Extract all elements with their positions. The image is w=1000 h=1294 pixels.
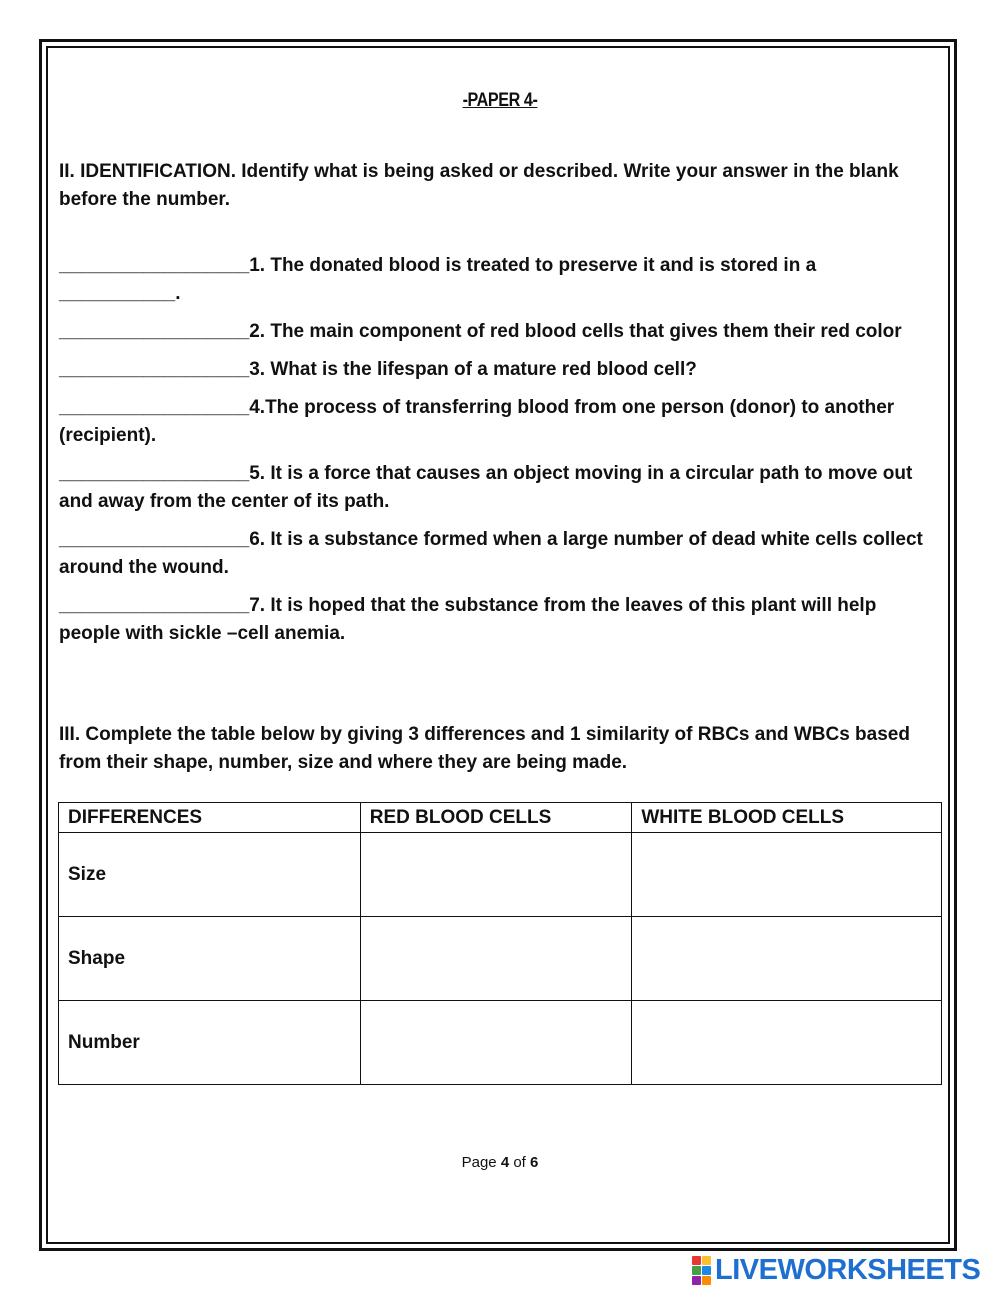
answer-cell-wbc-size[interactable]: [632, 833, 942, 917]
answer-cell-rbc-size[interactable]: [360, 833, 632, 917]
logo-square: [692, 1276, 701, 1285]
row-label-shape: Shape: [59, 917, 361, 1001]
logo-square: [702, 1266, 711, 1275]
question-text: 6. It is a substance formed when a large number of dead white cells collect around the wound.: [59, 529, 923, 578]
question-item-4: [59, 394, 939, 450]
question-text: 2. The main component of red blood cells that gives them their red color: [249, 321, 902, 342]
question-item-6: [59, 526, 939, 582]
question-item-7: [59, 592, 939, 648]
table-row: [59, 1001, 942, 1085]
question-item-3: [59, 356, 939, 384]
question-text: 5. It is a force that causes an object moving in a circular path to move out and away from the center of its path.: [59, 463, 913, 512]
liveworksheets-logo[interactable]: [692, 1254, 980, 1286]
rbc-wbc-comparison-table: [58, 802, 942, 1085]
header-differences: DIFFERENCES: [59, 803, 361, 833]
question-text: 1. The donated blood is treated to preserve it and is stored in a ___________.: [59, 255, 817, 304]
logo-square: [692, 1266, 701, 1275]
question-text: 3. What is the lifespan of a mature red blood cell?: [249, 359, 697, 380]
answer-blank[interactable]: __________________: [59, 595, 250, 616]
answer-blank[interactable]: __________________: [59, 397, 250, 418]
question-text: 4.The process of transferring blood from one person (donor) to another (recipient).: [59, 397, 895, 446]
logo-square: [702, 1256, 711, 1265]
table-row: [59, 833, 942, 917]
answer-blank[interactable]: __________________: [59, 529, 250, 550]
header-white-blood-cells: WHITE BLOOD CELLS: [632, 803, 942, 833]
table-header-row: [59, 803, 942, 833]
answer-blank[interactable]: __________________: [59, 359, 250, 380]
answer-blank[interactable]: __________________: [59, 321, 250, 342]
answer-cell-rbc-number[interactable]: [360, 1001, 632, 1085]
identification-list: [59, 252, 939, 658]
paper-title: -PAPER 4-: [462, 90, 538, 111]
table-row: [59, 917, 942, 1001]
question-item-5: [59, 460, 939, 516]
total-pages: 6: [530, 1154, 539, 1171]
header-red-blood-cells: RED BLOOD CELLS: [360, 803, 632, 833]
question-text: 7. It is hoped that the substance from the leaves of this plant will help people with sickle –cell anemia.: [59, 595, 877, 644]
page-of: of: [513, 1154, 526, 1171]
logo-square: [692, 1256, 701, 1265]
liveworksheets-logo-icon: [692, 1256, 711, 1285]
current-page: 4: [500, 1154, 510, 1171]
page-number: [0, 1154, 1000, 1171]
answer-blank[interactable]: __________________: [59, 255, 250, 276]
row-label-size: Size: [59, 833, 361, 917]
question-item-1: [59, 252, 939, 308]
row-label-number: Number: [59, 1001, 361, 1085]
logo-text: LIVEWORKSHEETS: [715, 1253, 981, 1286]
logo-square: [702, 1276, 711, 1285]
page-prefix: Page: [461, 1154, 497, 1171]
section2-instruction: II. IDENTIFICATION. Identify what is being asked or described. Write your answer in the blank before the number.: [59, 161, 899, 210]
answer-cell-wbc-shape[interactable]: [632, 917, 942, 1001]
answer-blank[interactable]: __________________: [59, 463, 250, 484]
answer-cell-wbc-number[interactable]: [632, 1001, 942, 1085]
section3-instruction: III. Complete the table below by giving 3 differences and 1 similarity of RBCs and WBCs based from their shape, number, size and where they are being made.: [59, 724, 910, 773]
answer-cell-rbc-shape[interactable]: [360, 917, 632, 1001]
question-item-2: [59, 318, 939, 346]
